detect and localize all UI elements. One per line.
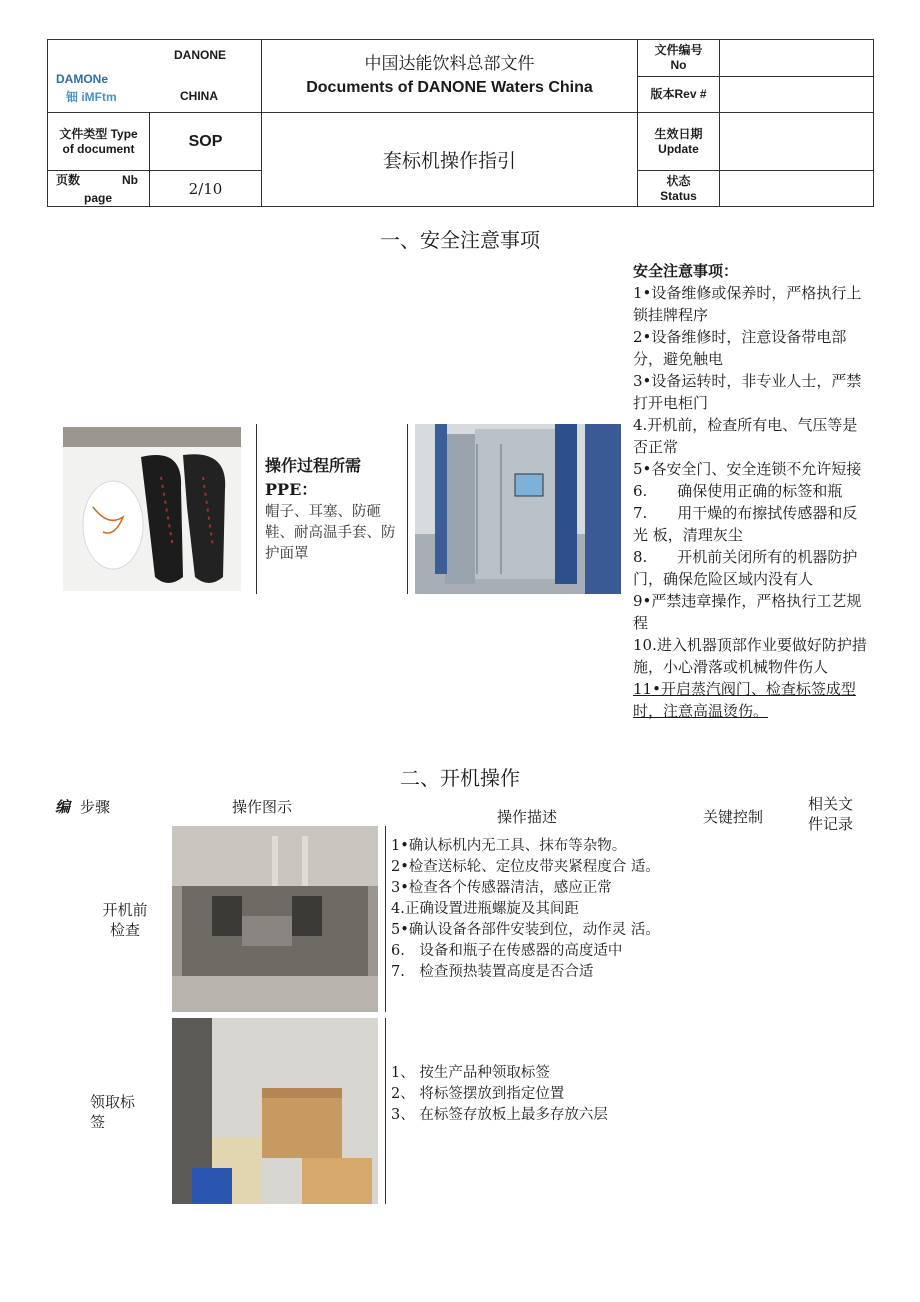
row1-divider	[385, 826, 386, 1012]
doc-no-value	[720, 40, 874, 77]
page-value: 2/10	[150, 171, 262, 207]
safety-note: 3•设备运转时，非专业人士，严禁打开电柜门	[633, 372, 862, 412]
doc-no-label	[638, 40, 720, 77]
safety-note: 10.进入机器顶部作业要做好防护措施，小心滑落或机械物件伤人	[633, 636, 867, 676]
description-line: 2、 将标签摆放到指定位置	[391, 1086, 565, 1102]
brand-logo-sub: 钿 iMFtm	[66, 90, 117, 104]
description-line: 3•检查各个传感器清洁，感应正常	[391, 880, 612, 896]
brand-logo: DAMONe	[56, 72, 109, 86]
doc-no-label-cn: 文件编号	[654, 42, 703, 57]
col-key-control: 关键控制	[703, 808, 764, 826]
row-step-label: 领取标签	[90, 1093, 136, 1131]
col-illustration: 操作图示	[232, 798, 293, 816]
ppe-divider-right	[407, 424, 408, 594]
version-value	[720, 76, 874, 113]
safety-notes-title: 安全注意事项：	[633, 262, 739, 280]
document-header	[47, 39, 874, 207]
version-label: 版本Rev #	[638, 76, 720, 113]
doc-no-label-en: No	[670, 57, 687, 72]
status-label	[638, 171, 720, 207]
doc-type-label-text: 文件类型 Type of document	[59, 126, 138, 156]
page-label-cn: 页数	[56, 173, 81, 187]
title-cell	[262, 40, 638, 113]
safety-note: 8. 开机前关闭所有的机器防护 门，确保危险区域内没有人	[633, 548, 858, 588]
ppe-items: 帽子、耳塞、防砸鞋、耐高温手套、防护面罩	[265, 504, 396, 562]
title-cn: 中国达能饮料总部文件	[364, 54, 535, 73]
description-line: 1、 按生产品种领取标签	[391, 1065, 550, 1081]
col-no: 编	[55, 798, 71, 816]
description-line: 7. 检查预热装置高度是否合适	[391, 964, 594, 980]
safety-note: 2•设备维修时，注意设备带电部分，避免触电	[633, 328, 847, 368]
doc-title: 套标机操作指引	[262, 113, 638, 207]
description-line: 4.正确设置进瓶螺旋及其间距	[391, 901, 579, 917]
col-description: 操作描述	[497, 808, 558, 826]
title-en: Documents of DANONE Waters China	[306, 79, 593, 96]
safety-note: 7. 用干燥的布擦拭传感器和反光 板，清理灰尘	[633, 504, 858, 544]
safety-note: 11•开启蒸汽阀门、检查标签成型时，注意高温烫伤。	[633, 680, 856, 720]
safety-note: 4.开机前，检查所有电、气压等是否正常	[633, 416, 858, 456]
page-label	[48, 171, 150, 207]
machine-photo	[415, 424, 621, 594]
effective-label	[638, 113, 720, 171]
effective-value	[720, 113, 874, 171]
brand-region: CHINA	[180, 89, 218, 103]
row2-description	[391, 1063, 701, 1126]
ppe-title: 操作过程所需 PPE：	[265, 456, 362, 499]
labeling-machine-image	[415, 424, 621, 594]
safety-note: 5•各安全门、安全连锁不允许短接	[633, 460, 862, 478]
ppe-divider-left	[256, 424, 257, 594]
col-step: 步骤	[80, 798, 111, 816]
row1-description	[391, 836, 701, 983]
doc-type-label	[48, 113, 150, 171]
description-line: 6. 设备和瓶子在传感器的高度适中	[391, 943, 623, 959]
effective-label-en: Update	[658, 141, 699, 156]
description-line: 5•确认设备各部件安装到位，动作灵 活。	[391, 922, 660, 938]
machine-interior-image	[172, 826, 378, 1012]
status-value	[720, 171, 874, 207]
brand-name: DANONE	[174, 48, 227, 62]
brand-cell	[48, 40, 262, 113]
doc-type-value: SOP	[150, 113, 262, 171]
label-pickup-photo	[172, 1018, 378, 1204]
page-label-nb: Nb	[122, 173, 138, 187]
safety-note: 6. 确保使用正确的标签和瓶	[633, 482, 843, 500]
row-step-label: 开机前检查	[102, 901, 148, 939]
safety-note: 9•严禁违章操作，严格执行工艺规程	[633, 592, 862, 632]
ppe-photo	[63, 427, 241, 591]
effective-label-cn: 生效日期	[654, 126, 703, 141]
page-label-en: page	[84, 191, 113, 205]
section2-title: 二、开机操作	[400, 766, 520, 790]
status-label-cn: 状态	[666, 173, 691, 188]
ppe-shoes-hat-image	[63, 427, 241, 591]
col-records: 相关文件记录	[808, 795, 854, 833]
row2-divider	[385, 1018, 386, 1204]
ppe-text-block	[265, 454, 405, 565]
safety-notes	[633, 260, 871, 722]
pre-start-check-photo	[172, 826, 378, 1012]
description-line: 3、 在标签存放板上最多存放六层	[391, 1107, 608, 1123]
label-boxes-image	[172, 1018, 378, 1204]
status-label-en: Status	[660, 188, 697, 203]
section1-title: 一、安全注意事项	[380, 228, 540, 252]
description-line: 2•检查送标轮、定位皮带夹紧程度合 适。	[391, 859, 660, 875]
description-line: 1•确认标机内无工具、抹布等杂物。	[391, 838, 627, 854]
safety-note: 1•设备维修或保养时，严格执行上锁挂牌程序	[633, 284, 862, 324]
